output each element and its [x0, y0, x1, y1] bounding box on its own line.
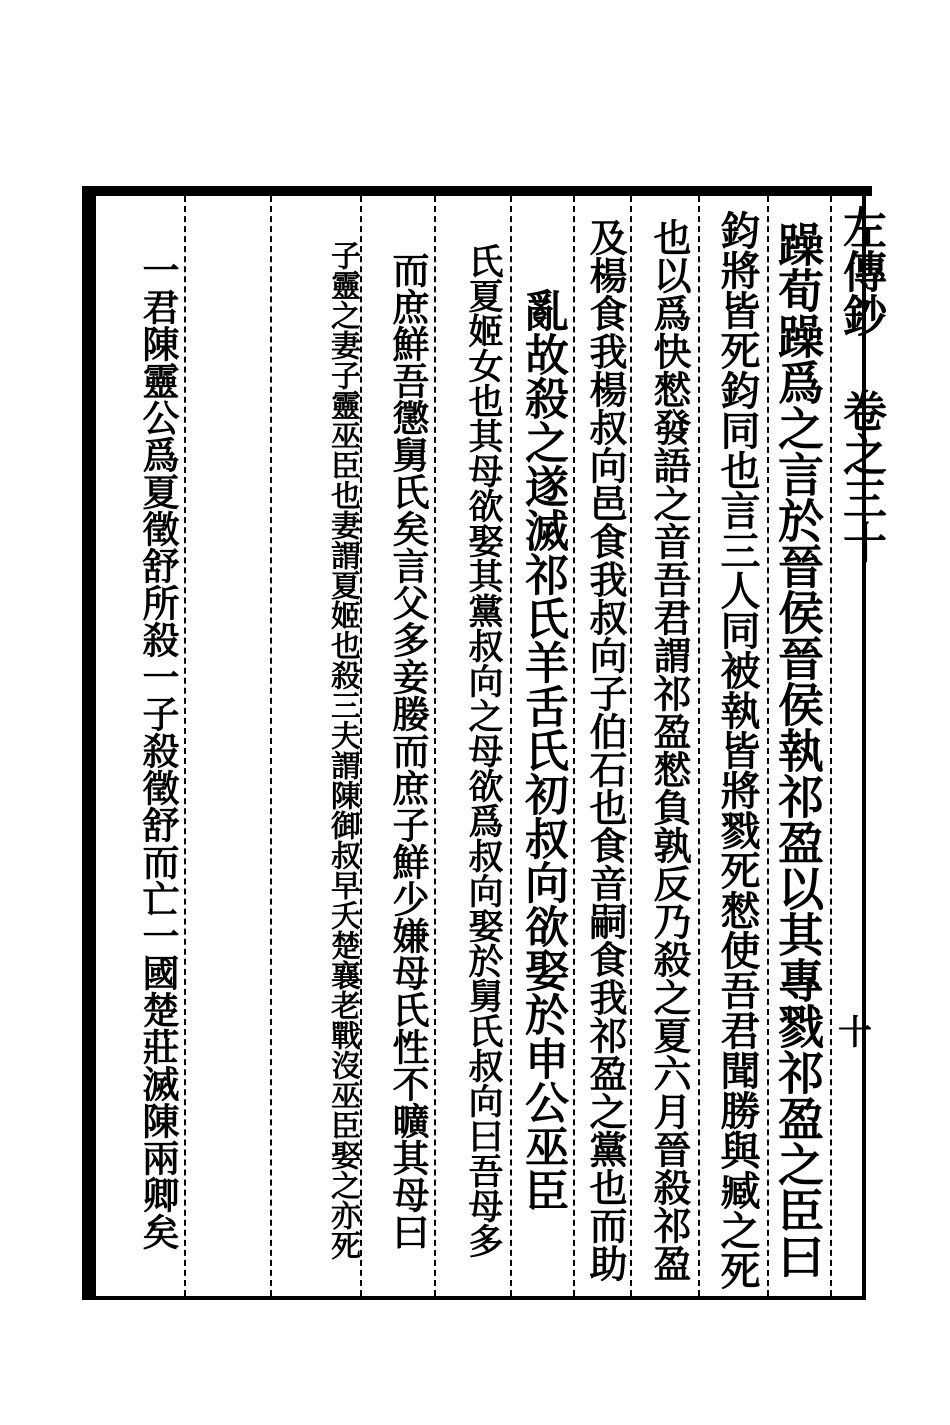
banxin-title: [836, 205, 884, 1295]
column-divider: [630, 196, 634, 1296]
frame-bottom-border: [82, 1296, 866, 1300]
column-divider: [184, 196, 188, 1296]
juan-number: 卷之三十: [835, 388, 886, 564]
frame-top-border: [82, 186, 872, 196]
folio-number: 十: [838, 1013, 872, 1053]
column-divider: [434, 196, 438, 1296]
text-column-5: 亂故殺之遂滅祁氏羊舌氏初叔向欲娶於申公巫臣: [517, 288, 568, 1212]
frame-left-border: [82, 186, 96, 1300]
text-column-3: 也以爲快憖發語之音吾君謂祁盈憖負孰反乃殺之夏六月晉殺祁盈: [647, 218, 692, 1282]
text-column-4: 及楊食我楊叔向邑食我叔向子伯石也食音嗣食我祁盈之黨也而助: [583, 218, 628, 1282]
text-column-9: 一君陳靈公爲夏徵舒所殺一子殺徵舒而亡一國楚莊滅陳兩卿矣: [136, 250, 180, 1250]
text-column-6: 氏夏姬女也其母欲娶其黨叔向之母欲爲叔向娶於舅氏叔向曰吾母多: [463, 242, 504, 1258]
text-column-2: 鈞將皆死鈞同也言三人同被執皆將戮死憖使吾君聞勝與臧之死: [714, 210, 761, 1290]
column-divider: [830, 196, 834, 1296]
book-title: 左傳鈔: [835, 205, 886, 337]
text-column-1: 躁荀躁爲之言於晉侯晉侯執祁盈以其專戮祁盈之臣曰: [771, 221, 825, 1279]
text-column-7: 而庶鮮吾懲舅氏矣言父多妾媵而庶子鮮少嫌母氏性不曠其母曰: [386, 250, 430, 1250]
text-column-8: 子靈之妻子靈巫臣也妻謂夏姬也殺三夫謂陳御叔早夭楚襄老戰沒巫臣娶之亦死: [325, 240, 360, 1260]
column-divider: [270, 196, 274, 1296]
